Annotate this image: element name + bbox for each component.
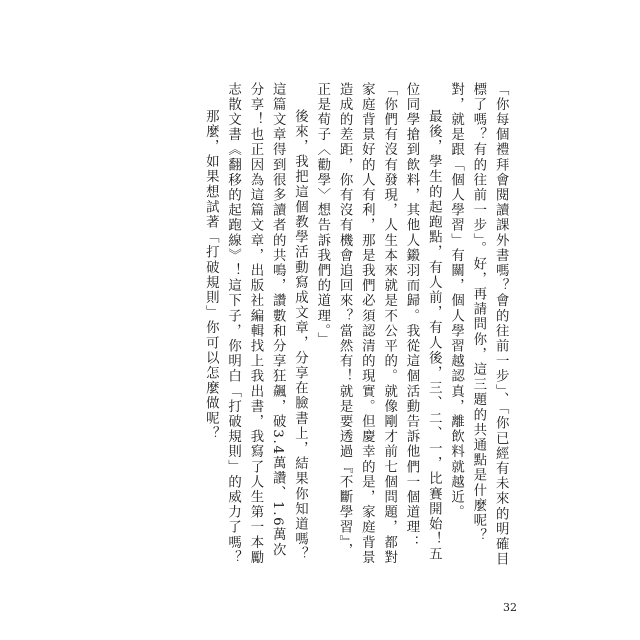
paragraph-1: 「你每個禮拜會閱讀課外書嗎？會的往前一步」、「你已經有未來的明確目標了嗎？有的往前一步」。好，再請問你，這三題的共通點是什麼呢？對，就是跟「個人學習」有關，個人學習越認真，離飲料就越近。 <box>448 82 509 567</box>
paragraph-4: 那麼，如果想試著「打破規則」你可以怎麼做呢？ <box>203 108 219 441</box>
paragraph-3: 後來，我把這個教學活動寫成文章，分享在臉書上，結果你知道嗎？這篇文章得到很多讀者的共鳴，讚數和分享狂飆，破3.4萬讚、1.6萬次分享！也正因為這篇文章，出版社編輯找上我出書，我寫了人生第一本勵志散文書《翻移的起跑線》！這下子，你明白「打破規則」的威力了嗎？ <box>225 82 308 566</box>
vertical-text-body <box>199 82 511 572</box>
paragraph-2: 最後，學生的起跑點，有人前，有人後，三、二、一，比賽開始！五位同學搶到飲料，其他人鎩羽而歸。我從這個活動告訴他們一個道理：「你們有沒有發現，人生本來就是不公平的。就像剛才前七個問題，都對家庭背景好的人有利，那是我們必須認清的現實。但慶幸的是，家庭背景造成的差距，你有沒有機會追回來？當然有！就是要透過『不斷學習』，正是荀子〈勸學〉想告訴我們的道理。」 <box>314 82 442 566</box>
page-number: 32 <box>503 601 517 614</box>
